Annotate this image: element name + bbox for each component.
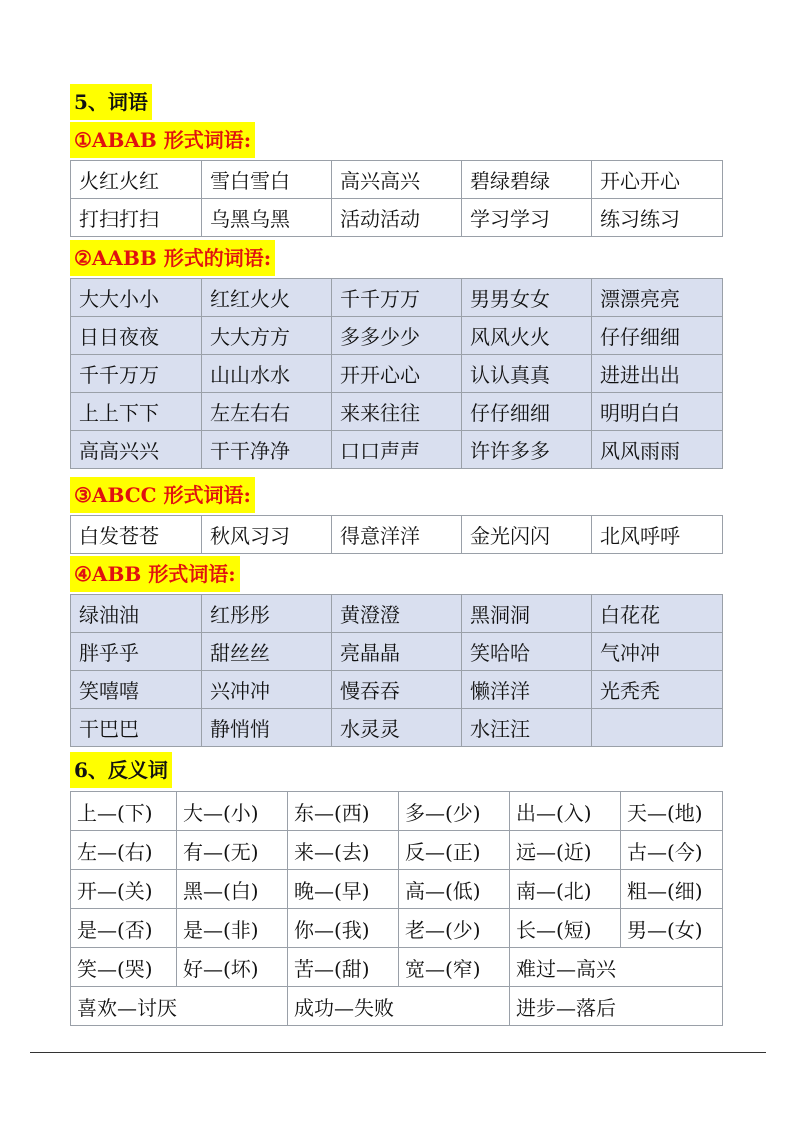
table-row — [71, 279, 723, 317]
word-cell: 千千万万 — [332, 279, 462, 317]
aabb-table — [70, 278, 723, 469]
antonym-cell: 笑—(哭) — [71, 948, 177, 987]
antonym-cell: 喜欢—讨厌 — [71, 987, 288, 1026]
antonym-cell: 出—(入) — [510, 792, 621, 831]
antonym-cell: 是—(否) — [71, 909, 177, 948]
word-cell: 笑哈哈 — [462, 633, 592, 671]
word-cell: 干巴巴 — [71, 709, 202, 747]
aabb-heading: ②AABB 形式的词语: — [70, 240, 275, 276]
antonym-cell: 天—(地) — [621, 792, 723, 831]
word-cell: 学习学习 — [462, 199, 592, 237]
table-row — [71, 948, 723, 987]
word-cell: 金光闪闪 — [462, 516, 592, 554]
table-row — [71, 199, 723, 237]
word-cell: 兴冲冲 — [202, 671, 332, 709]
word-cell: 高兴高兴 — [332, 161, 462, 199]
antonym-cell: 古—(今) — [621, 831, 723, 870]
antonym-cell: 上—(下) — [71, 792, 177, 831]
word-cell: 大大小小 — [71, 279, 202, 317]
section-5-title: 5、词语 — [70, 84, 152, 120]
antonym-cell: 黑—(白) — [177, 870, 288, 909]
antonym-cell: 难过—高兴 — [510, 948, 723, 987]
antonym-cell: 高—(低) — [399, 870, 510, 909]
antonym-cell: 晚—(早) — [288, 870, 399, 909]
table-row — [71, 709, 723, 747]
word-cell: 笑嘻嘻 — [71, 671, 202, 709]
table-row — [71, 516, 723, 554]
antonym-cell: 粗—(细) — [621, 870, 723, 909]
word-cell: 进进出出 — [592, 355, 723, 393]
word-cell: 男男女女 — [462, 279, 592, 317]
abb-heading: ④ABB 形式词语: — [70, 556, 240, 592]
word-cell: 仔仔细细 — [592, 317, 723, 355]
word-cell: 秋风习习 — [202, 516, 332, 554]
abb-table — [70, 594, 723, 747]
word-cell: 慢吞吞 — [332, 671, 462, 709]
table-row — [71, 595, 723, 633]
word-cell: 红红火火 — [202, 279, 332, 317]
table-row — [71, 671, 723, 709]
word-cell: 许许多多 — [462, 431, 592, 469]
word-cell: 水汪汪 — [462, 709, 592, 747]
word-cell: 光秃秃 — [592, 671, 723, 709]
word-cell: 风风雨雨 — [592, 431, 723, 469]
word-cell: 练习练习 — [592, 199, 723, 237]
antonym-cell: 成功—失败 — [288, 987, 510, 1026]
table-row — [71, 161, 723, 199]
word-cell: 左左右右 — [202, 393, 332, 431]
word-cell: 绿油油 — [71, 595, 202, 633]
antonym-cell: 开—(关) — [71, 870, 177, 909]
antonym-cell: 大—(小) — [177, 792, 288, 831]
word-cell: 黄澄澄 — [332, 595, 462, 633]
word-cell: 白发苍苍 — [71, 516, 202, 554]
abcc-heading: ③ABCC 形式词语: — [70, 477, 255, 513]
antonym-cell: 南—(北) — [510, 870, 621, 909]
antonym-cell: 东—(西) — [288, 792, 399, 831]
antonym-cell: 来—(去) — [288, 831, 399, 870]
table-row — [71, 987, 723, 1026]
word-cell: 黑洞洞 — [462, 595, 592, 633]
antonym-cell: 有—(无) — [177, 831, 288, 870]
antonym-cell: 苦—(甜) — [288, 948, 399, 987]
word-cell: 甜丝丝 — [202, 633, 332, 671]
antonym-cell: 男—(女) — [621, 909, 723, 948]
word-cell: 来来往往 — [332, 393, 462, 431]
antonym-cell: 进步—落后 — [510, 987, 723, 1026]
antonym-cell: 反—(正) — [399, 831, 510, 870]
word-cell: 乌黑乌黑 — [202, 199, 332, 237]
table-row — [71, 355, 723, 393]
antonym-cell: 是—(非) — [177, 909, 288, 948]
word-cell: 上上下下 — [71, 393, 202, 431]
antonym-cell: 左—(右) — [71, 831, 177, 870]
word-cell: 火红火红 — [71, 161, 202, 199]
word-cell: 气冲冲 — [592, 633, 723, 671]
table-row — [71, 831, 723, 870]
word-cell: 得意洋洋 — [332, 516, 462, 554]
antonym-cell: 宽—(窄) — [399, 948, 510, 987]
word-cell: 明明白白 — [592, 393, 723, 431]
word-cell: 北风呼呼 — [592, 516, 723, 554]
word-cell: 红彤彤 — [202, 595, 332, 633]
antonym-cell: 多—(少) — [399, 792, 510, 831]
table-row — [71, 393, 723, 431]
antonym-cell: 远—(近) — [510, 831, 621, 870]
word-cell: 开开心心 — [332, 355, 462, 393]
word-cell: 口口声声 — [332, 431, 462, 469]
word-cell: 认认真真 — [462, 355, 592, 393]
section-6-title: 6、反义词 — [70, 752, 172, 788]
word-cell: 碧绿碧绿 — [462, 161, 592, 199]
word-cell: 雪白雪白 — [202, 161, 332, 199]
word-cell: 干干净净 — [202, 431, 332, 469]
abab-heading: ①ABAB 形式词语: — [70, 122, 255, 158]
abcc-table — [70, 515, 723, 554]
word-cell: 亮晶晶 — [332, 633, 462, 671]
word-cell: 打扫打扫 — [71, 199, 202, 237]
table-row — [71, 633, 723, 671]
word-cell: 仔仔细细 — [462, 393, 592, 431]
word-cell: 白花花 — [592, 595, 723, 633]
table-row — [71, 870, 723, 909]
word-cell: 静悄悄 — [202, 709, 332, 747]
antonym-cell: 老—(少) — [399, 909, 510, 948]
table-row — [71, 792, 723, 831]
word-cell: 胖乎乎 — [71, 633, 202, 671]
antonym-cell: 长—(短) — [510, 909, 621, 948]
table-row — [71, 909, 723, 948]
word-cell: 多多少少 — [332, 317, 462, 355]
word-cell: 日日夜夜 — [71, 317, 202, 355]
word-cell: 开心开心 — [592, 161, 723, 199]
antonym-cell: 好—(坏) — [177, 948, 288, 987]
word-cell: 大大方方 — [202, 317, 332, 355]
word-cell: 千千万万 — [71, 355, 202, 393]
word-cell: 风风火火 — [462, 317, 592, 355]
abab-table — [70, 160, 723, 237]
antonym-table — [70, 791, 723, 1026]
word-cell: 水灵灵 — [332, 709, 462, 747]
bottom-divider — [30, 1052, 766, 1053]
word-cell: 懒洋洋 — [462, 671, 592, 709]
table-row — [71, 317, 723, 355]
table-row — [71, 431, 723, 469]
word-cell: 高高兴兴 — [71, 431, 202, 469]
word-cell: 活动活动 — [332, 199, 462, 237]
antonym-cell: 你—(我) — [288, 909, 399, 948]
word-cell — [592, 709, 723, 747]
word-cell: 漂漂亮亮 — [592, 279, 723, 317]
word-cell: 山山水水 — [202, 355, 332, 393]
